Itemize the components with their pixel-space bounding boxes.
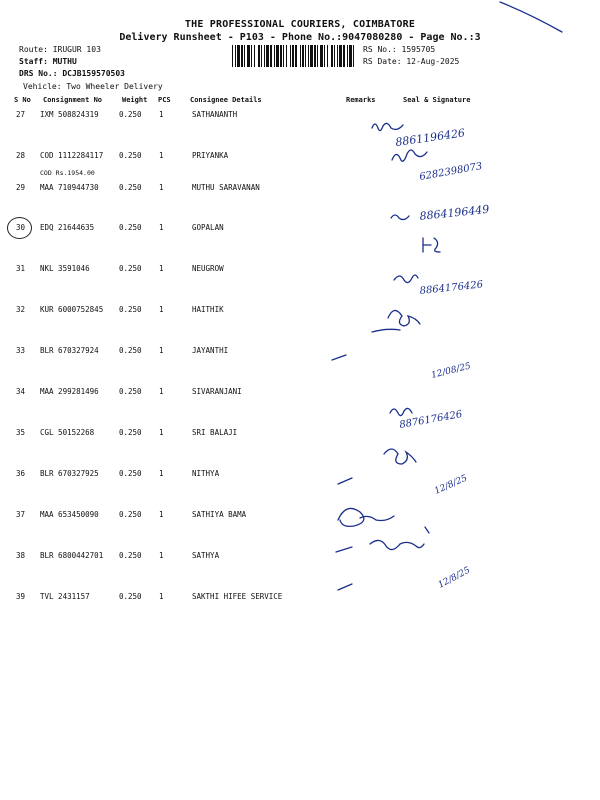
signature-mark: [338, 508, 364, 526]
cell-sno: 32: [16, 305, 26, 314]
col-header-weight: Weight: [122, 96, 148, 104]
cell-consignee: SATHYA: [192, 551, 220, 560]
cell-pcs: 1: [159, 151, 164, 160]
cell-sno: 39: [16, 592, 26, 601]
signature-mark: [338, 584, 352, 590]
cell-consignment-no: IXM 508824319: [40, 110, 99, 119]
cell-consignee: SATHIYA BAMA: [192, 510, 247, 519]
cell-consignment-no: MAA 710944730: [40, 183, 99, 192]
cell-pcs: 1: [159, 110, 164, 119]
company-title: THE PROFESSIONAL COURIERS, COIMBATORE: [184, 19, 416, 30]
handwritten-date-38: 12/8/25: [436, 565, 473, 591]
vehicle-label: Vehicle: Two Wheeler Delivery: [23, 82, 163, 91]
cell-consignee: JAYANTHI: [192, 346, 229, 355]
cell-sno: 28: [16, 151, 26, 160]
cell-sno: 36: [16, 469, 26, 478]
cell-weight: 0.250: [119, 592, 142, 601]
row-30-circle-mark: [7, 217, 32, 239]
signature-mark: [423, 238, 440, 252]
cell-sno: 31: [16, 264, 26, 273]
cell-consignment-no: MAA 653450090: [40, 510, 99, 519]
signature-mark: [336, 547, 352, 552]
cell-consignment-no: EDQ 21644635: [40, 223, 95, 232]
signature-mark: [338, 478, 352, 484]
cell-consignee: NEUGROW: [192, 264, 224, 273]
cell-pcs: 1: [159, 592, 164, 601]
cell-sno: 38: [16, 551, 26, 560]
route-label: Route: IRUGUR 103: [19, 45, 101, 54]
cell-weight: 0.250: [119, 223, 142, 232]
handwritten-phone-34: 8876176426: [398, 409, 464, 431]
handwritten-date-33: 12/08/25: [430, 361, 472, 381]
cell-consignee: SATHANANTH: [192, 110, 238, 119]
signature-mark: [425, 527, 429, 533]
col-header-seal-signature: Seal & Signature: [403, 96, 471, 104]
col-header-consignee: Consignee Details: [190, 96, 262, 104]
col-header-consignment: Consignment No: [43, 96, 103, 104]
cell-sno: 34: [16, 387, 26, 396]
cell-pcs: 1: [159, 264, 164, 273]
cell-pcs: 1: [159, 387, 164, 396]
drs-number: DRS No.: DCJB159570503: [19, 69, 125, 78]
cell-pcs: 1: [159, 510, 164, 519]
cell-sno: 30: [16, 223, 26, 232]
cell-weight: 0.250: [119, 428, 142, 437]
signature-strokes: [332, 2, 562, 590]
cell-pcs: 1: [159, 346, 164, 355]
signature-mark: [392, 150, 427, 161]
handwritten-phone-28: 6282398073: [418, 161, 484, 183]
cell-weight: 0.250: [119, 110, 142, 119]
cell-consignment-no: MAA 299281496: [40, 387, 99, 396]
cell-consignee: PRIYANKA: [192, 151, 229, 160]
cell-weight: 0.250: [119, 551, 142, 560]
cell-consignment-no: BLR 670327925: [40, 469, 99, 478]
signature-mark: [360, 516, 394, 521]
cell-consignment-no: NKL 3591046: [40, 264, 90, 273]
signature-mark: [391, 215, 409, 220]
cell-pcs: 1: [159, 305, 164, 314]
cell-consignment-no: KUR 6000752845: [40, 305, 104, 314]
cell-consignee: GOPALAN: [192, 223, 224, 232]
handwritten-date-36: 12/8/25: [433, 473, 469, 497]
cell-weight: 0.250: [119, 183, 142, 192]
cell-sno: 29: [16, 183, 26, 192]
signature-mark: [390, 408, 412, 415]
cell-weight: 0.250: [119, 387, 142, 396]
cell-consignee: MUTHU SARAVANAN: [192, 183, 260, 192]
col-header-pcs: PCS: [158, 96, 171, 104]
staff-label: Staff: MUTHU: [19, 57, 77, 66]
cell-pcs: 1: [159, 183, 164, 192]
handwritten-phone-27: 8861196426: [394, 126, 466, 149]
cell-sno: 37: [16, 510, 26, 519]
cell-pcs: 1: [159, 223, 164, 232]
signature-mark: [372, 123, 403, 130]
cell-pcs: 1: [159, 428, 164, 437]
cell-consignment-no: CGL 50152268: [40, 428, 95, 437]
signature-mark: [388, 310, 420, 326]
cell-sno: 33: [16, 346, 26, 355]
cell-consignment-no: TVL 2431157: [40, 592, 90, 601]
rs-number: RS No.: 1595705: [363, 45, 436, 54]
cell-weight: 0.250: [119, 510, 142, 519]
cell-consignee: SRI BALAJI: [192, 428, 238, 437]
cell-consignee: SAKTHI HIFEE SERVICE: [192, 592, 283, 601]
signature-mark: [384, 449, 416, 464]
cell-weight: 0.250: [119, 469, 142, 478]
cell-weight: 0.250: [119, 151, 142, 160]
signature-mark: [372, 329, 400, 332]
cell-weight: 0.250: [119, 264, 142, 273]
cell-consignment-no: BLR 670327924: [40, 346, 99, 355]
cell-sno: 27: [16, 110, 26, 119]
signature-mark: [394, 275, 418, 283]
cell-consignee: NITHYA: [192, 469, 220, 478]
runsheet-title: Delivery Runsheet - P103 - Phone No.:9047080280 - Page No.:3: [119, 32, 481, 43]
cell-consignment-no: BLR 6800442701: [40, 551, 104, 560]
cell-consignment-no: COD 1112284117: [40, 151, 104, 160]
cod-amount-note: COD Rs.1954.00: [40, 169, 95, 177]
signature-mark: [332, 355, 346, 360]
rs-date: RS Date: 12-Aug-2025: [363, 57, 460, 66]
handwritten-phone-29: 8864196449: [418, 202, 490, 223]
cell-sno: 35: [16, 428, 26, 437]
col-header-remarks: Remarks: [346, 96, 376, 104]
cell-weight: 0.250: [119, 305, 142, 314]
barcode: [232, 45, 354, 67]
cell-weight: 0.250: [119, 346, 142, 355]
cell-pcs: 1: [159, 469, 164, 478]
handwritten-phone-31: 8864176426: [419, 279, 484, 297]
cell-pcs: 1: [159, 551, 164, 560]
cell-consignee: HAITHIK: [192, 305, 224, 314]
col-header-sno: S No: [14, 96, 31, 104]
signature-mark: [370, 540, 424, 549]
cell-consignee: SIVARANJANI: [192, 387, 242, 396]
